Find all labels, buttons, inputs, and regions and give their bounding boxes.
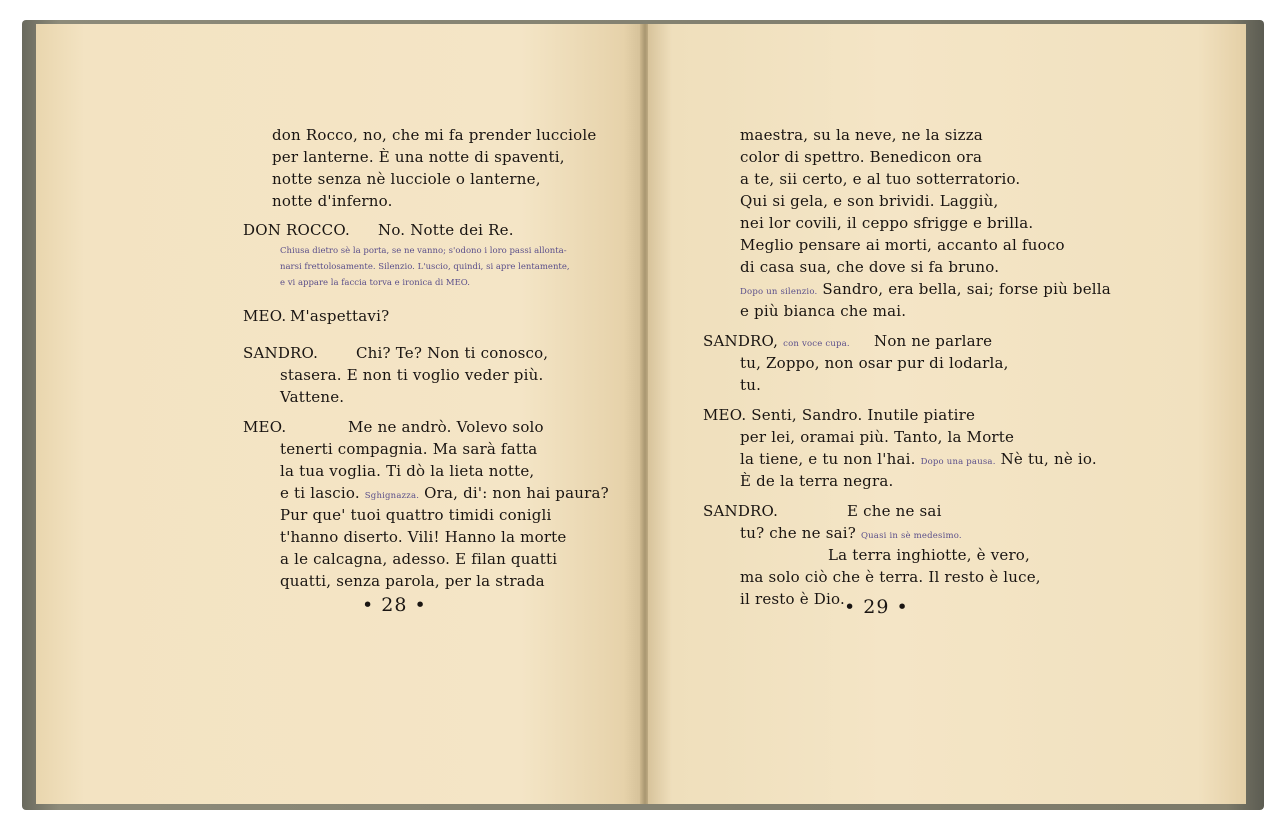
verse-line: t'hanno diserto. Vili! Hanno la morte bbox=[280, 528, 567, 546]
speaker-line bbox=[703, 332, 850, 350]
speaker-name: MEO. bbox=[243, 418, 287, 436]
verse-line: don Rocco, no, che mi fa prender lucciole bbox=[272, 126, 597, 144]
verse-line: quatti, senza parola, per la strada bbox=[280, 572, 545, 590]
verse-line: a te, sii certo, e al tuo sotterratorio. bbox=[740, 170, 1021, 188]
verse-line: Chi? Te? Non ti conosco, bbox=[356, 344, 549, 362]
verse-line: nei lor covili, il ceppo sfrigge e brilla. bbox=[740, 214, 1034, 232]
verse-line: color di spettro. Benedicon ora bbox=[740, 148, 983, 166]
speaker-name: SANDRO. bbox=[703, 502, 779, 520]
stage-direction: con voce cupa. bbox=[783, 339, 850, 349]
verse-line: notte senza nè lucciole o lanterne, bbox=[272, 170, 541, 188]
verse-line: Pur que' tuoi quattro timidi conigli bbox=[280, 506, 552, 524]
verse-line: la tua voglia. Ti dò la lieta notte, bbox=[280, 462, 535, 480]
stage-direction: Dopo un silenzio. bbox=[740, 287, 818, 297]
verse-line: notte d'inferno. bbox=[272, 192, 393, 210]
verse-line: tu. bbox=[740, 376, 762, 394]
verse-line-with-direction bbox=[740, 450, 1097, 468]
verse-line: Vattene. bbox=[280, 388, 345, 406]
stage-direction: narsi frettolosamente. Silenzio. L'uscio, quindi, si apre lentamente, bbox=[280, 262, 570, 272]
verse-line: stasera. E non ti voglio veder più. bbox=[280, 366, 544, 384]
verse-text: la tiene, e tu non l'hai. bbox=[740, 450, 916, 468]
stage-direction: e vi appare la faccia torva e ironica di MEO. bbox=[280, 278, 470, 288]
verse-text: Sandro, era bella, sai; forse più bella bbox=[822, 280, 1111, 298]
verse-text: e ti lascio. bbox=[280, 484, 360, 502]
verse-line-with-direction bbox=[740, 280, 1111, 298]
verse-line: e più bianca che mai. bbox=[740, 302, 907, 320]
stage-direction: Chiusa dietro sè la porta, se ne vanno; s'odono i loro passi allonta- bbox=[280, 246, 567, 256]
verse-line: per lanterne. È una notte di spaventi, bbox=[272, 148, 565, 166]
stage-direction: Dopo una pausa. bbox=[920, 457, 996, 467]
verse-text: Nè tu, nè io. bbox=[1000, 450, 1097, 468]
verse-line: a le calcagna, adesso. E filan quatti bbox=[280, 550, 558, 568]
page-number: • 28 • bbox=[362, 594, 427, 616]
verse-line: ma solo ciò che è terra. Il resto è luce, bbox=[740, 568, 1041, 586]
verse-line: per lei, oramai più. Tanto, la Morte bbox=[740, 428, 1015, 446]
stage-direction: Sghignazza. bbox=[364, 491, 420, 501]
verse-text: Ora, di': non hai paura? bbox=[424, 484, 609, 502]
verse-text: Senti, Sandro. Inutile piatire bbox=[751, 406, 976, 424]
verse-line: Non ne parlare bbox=[874, 332, 993, 350]
right-page bbox=[648, 24, 1246, 804]
verse-line: tenerti compagnia. Ma sarà fatta bbox=[280, 440, 538, 458]
stage-direction: Quasi in sè medesimo. bbox=[860, 531, 962, 541]
verse-line: tu, Zoppo, non osar pur di lodarla, bbox=[740, 354, 1009, 372]
verse-line: maestra, su la neve, ne la sizza bbox=[740, 126, 983, 144]
verse-line: Me ne andrò. Volevo solo bbox=[348, 418, 544, 436]
verse-line-with-direction bbox=[740, 524, 962, 542]
verse-line: di casa sua, che dove si fa bruno. bbox=[740, 258, 1000, 276]
verse-line: il resto è Dio. bbox=[740, 590, 845, 608]
verse-line: La terra inghiotte, è vero, bbox=[828, 546, 1031, 564]
speaker-name: SANDRO, bbox=[703, 332, 779, 350]
verse-line: È de la terra negra. bbox=[740, 472, 894, 490]
speaker-line bbox=[703, 406, 975, 424]
verse-line: No. Notte dei Re. bbox=[378, 221, 514, 239]
verse-line-with-direction bbox=[280, 484, 609, 502]
speaker-name: SANDRO. bbox=[243, 344, 319, 362]
speaker-name: MEO. bbox=[703, 406, 747, 424]
verse-line: M'aspettavi? bbox=[290, 307, 390, 325]
left-page bbox=[36, 24, 642, 804]
page-number: • 29 • bbox=[844, 596, 909, 618]
verse-text: tu? che ne sai? bbox=[740, 524, 856, 542]
speaker-name: MEO. bbox=[243, 307, 287, 325]
verse-line: Meglio pensare ai morti, accanto al fuoco bbox=[740, 236, 1065, 254]
verse-line: E che ne sai bbox=[847, 502, 942, 520]
verse-line: Qui si gela, e son brividi. Laggiù, bbox=[740, 192, 999, 210]
speaker-name: DON ROCCO. bbox=[243, 221, 350, 239]
